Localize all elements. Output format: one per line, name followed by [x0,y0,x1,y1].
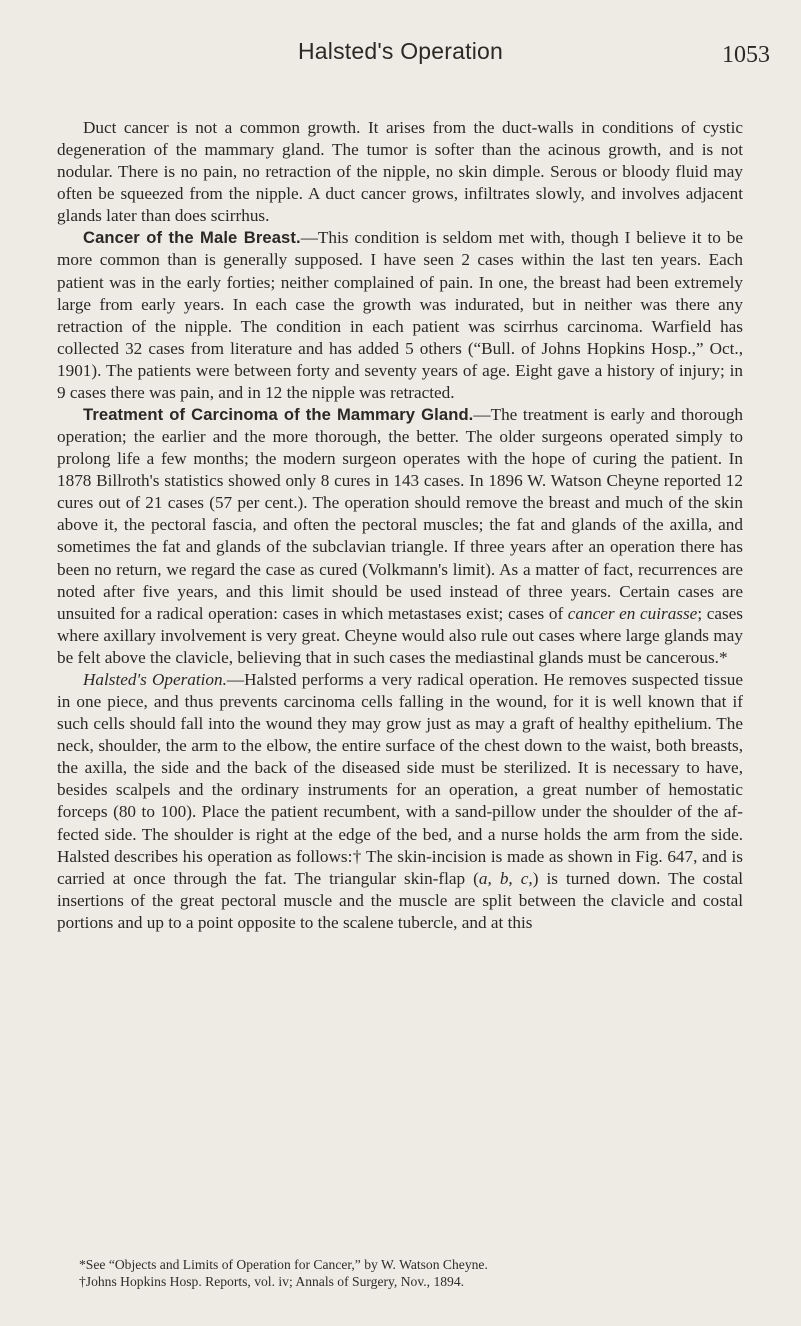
paragraph-halsted-operation [57,669,743,934]
section-heading-male-breast: Cancer of the Male Breast. [83,228,301,248]
em-dash: — [300,228,318,248]
em-dash: — [226,669,245,689]
paragraph-text-continued: ; cases where axillary involvement is very great. Cheyne would also rule out cases where large glands may be felt above the clavicle, believing that in such cases the mediastinal glands must be cancerous.* [57,603,743,667]
section-heading-treatment: Treatment of Carcinoma of the Mammary Gland. [83,405,474,425]
footnote-cheyne: *See “Objects and Limits of Operation for Cancer,” by W. Watson Cheyne. [79,1257,488,1272]
page-number: 1053 [722,42,770,68]
footnote-hopkins: †Johns Hopkins Hosp. Reports, vol. iv; Annals of Surgery, Nov., 1894. [79,1274,465,1289]
paragraph-treatment [57,404,743,669]
paragraph-male-breast [57,227,743,404]
paragraph-text: Halsted performs a very radical operation. He removes suspected tissue in one piece, and thus prevents carcinoma cells falling in the wound, for it is well known that if such cells should fall into the wound they may grow just as may a graft of healthy epithelium. The neck, shoulder, the arm to the elbow, the entire surface of the chest down to the waist, both breasts, the axilla, the side and the back of the diseased side must be sterilized. It is necessary to have, besides scalpels and the ordinary instruments for an operation, a great number of hemostatic forceps (80 to 100). Place the patient recumbent, with a sand-pillow under the shoulder of the affected side. The shoulder is right at the edge of the bed, and a nurse holds the arm from the side. Halsted describes his operation as follows:† The skin-incision is made as shown in Fig. 647, and is carried at once through the fat. The triangular skin-flap ( [57,669,743,888]
running-title: Halsted's Operation [297,38,504,64]
footnotes [57,1256,743,1290]
paragraph-text: This condition is seldom met with, though I believe it to be more common than is generally supposed. I have seen 2 cases within the last ten years. Each patient was in the early forties; neither complained of pain. In one, the breast had been extremely large from early years. In each case the growth was indurated, but in neither was there any retraction of the nipple. The condition in each patient was scirrhus carcinoma. Warfield has collected 32 cases from literature and has added 5 others (“Bull. of Johns Hopkins Hosp.,” Oct., 1901). The patients were between forty and seventy years of age. Eight gave a history of injury; in 9 cases there was pain, and in 12 the nipple was retracted. [57,228,743,402]
paragraph-duct-cancer [57,117,743,227]
section-heading-halsted: Halsted's Operation. [83,669,227,689]
flap-letters: a, b, c, [478,868,533,888]
paragraph-text-continued: ) is turned down. The costal insertions of the great pectoral muscle and the muscle are split between the clavicle and costal portions and up to a point opposite to the scalene tubercle, and at this [57,868,743,932]
paragraph-text: The treatment is early and thorough operation; the earlier and the more thorough, the better. The older surgeons operated simply to prolong life a few months; the modern surgeon operates with the hope of curing the patient. In 1878 Billroth's statistics showed only 8 cures in 143 cases. In 1896 W. Watson Cheyne reported 12 cures out of 21 cases (57 per cent.). The operation should remove the breast and much of the skin above it, the pectoral fascia, and often the pectoral muscles; the fat and glands of the axilla, and sometimes the fat and glands of the subclavian triangle. If three years after an operation there has been no return, we regard the case as cured (Volkmann's limit). As a matter of fact, recurrences are noted after five years, and this limit should be used instead of three years. Certain cases are unsuited for a radical operation: cases in which metastases exist; cases of [57,405,744,623]
italic-term: cancer en cuirasse [567,603,698,623]
page-header [0,38,801,98]
em-dash: — [473,405,491,425]
paragraph-text: Duct cancer is not a common growth. It arises from the duct-walls in conditions of cystic degeneration of the mammary gland. The tumor is softer than the acinous growth, and is not nodular. There is no pain, no retraction of the nipple, no skin dimple. Serous or bloody fluid may often be squeezed from the nipple. A duct cancer grows, infiltrates slowly, and involves adjacent glands later than does scirrhus. [57,118,743,226]
body-text [57,117,743,934]
